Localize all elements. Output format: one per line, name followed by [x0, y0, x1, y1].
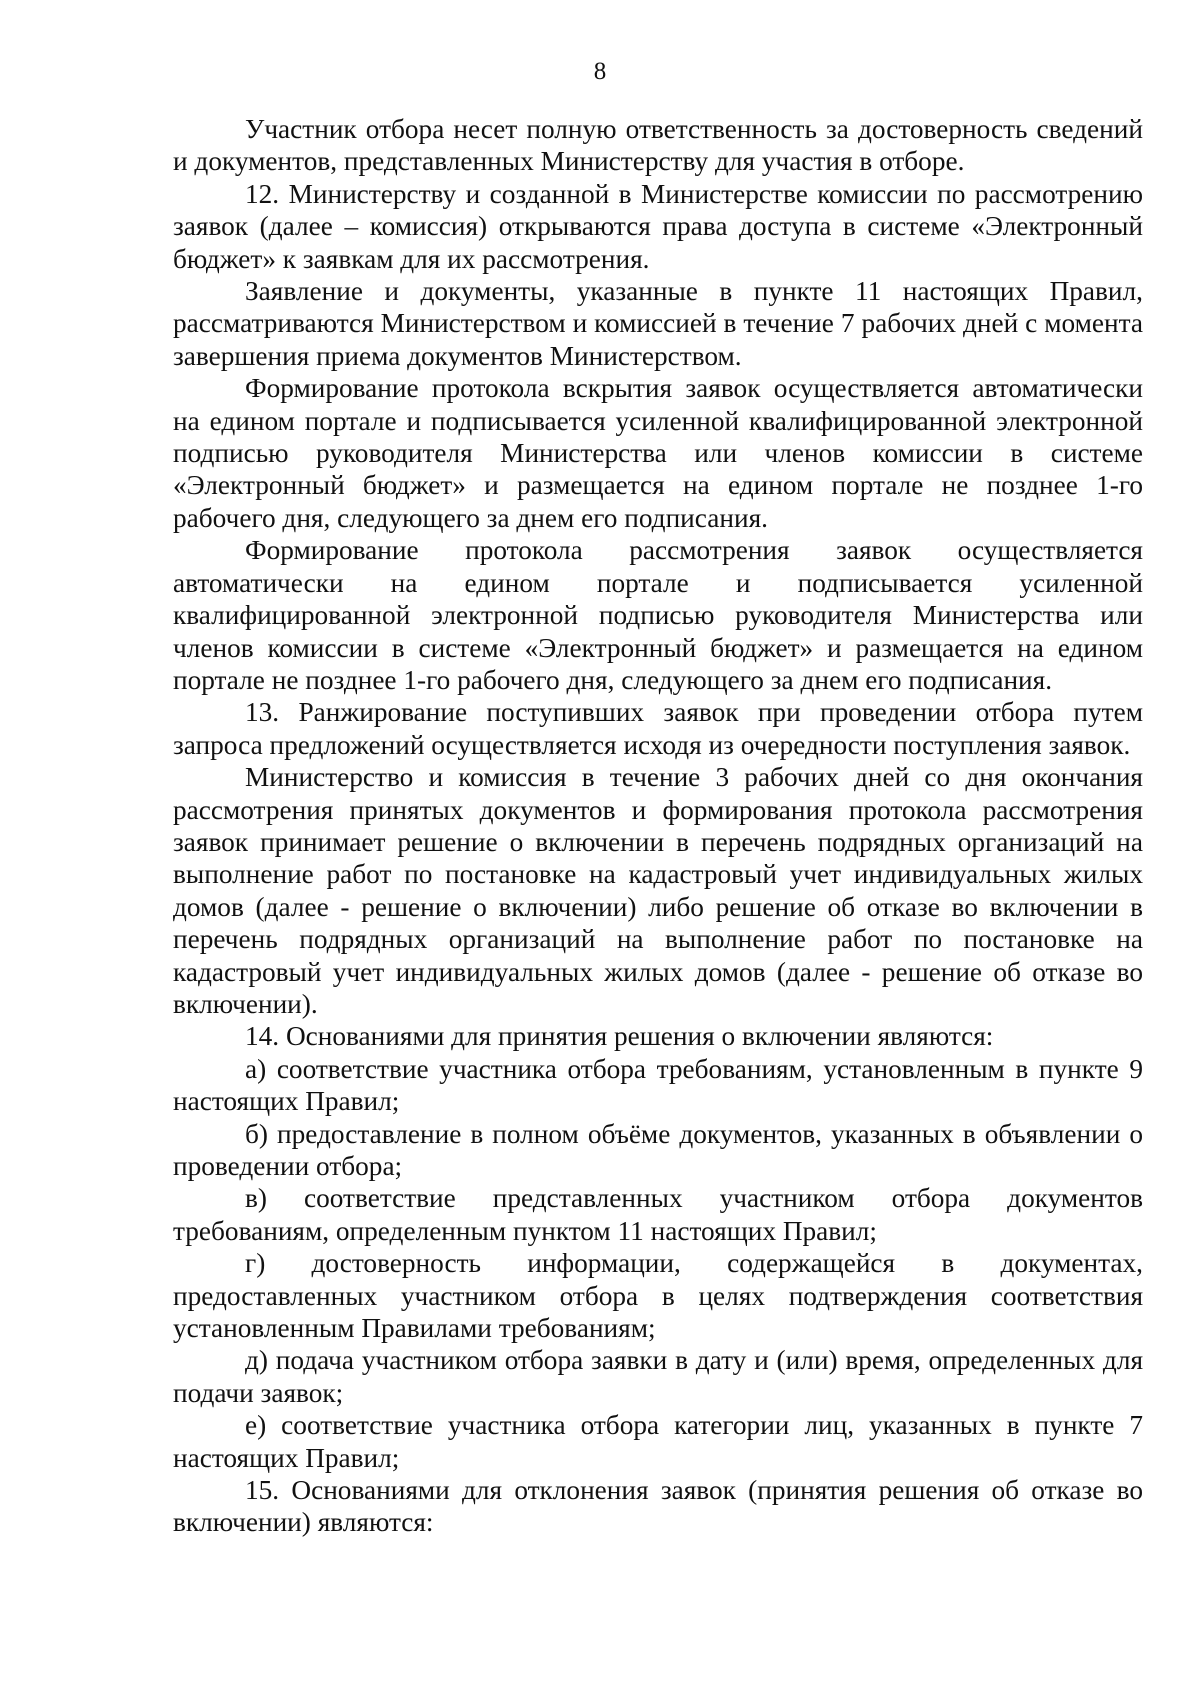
- document-body: [173, 113, 1143, 1539]
- paragraph-opening-protocol: Формирование протокола вскрытия заявок осуществляется автоматически на едином портале и подписывается усиленной квалифицированной электронной подписью руководителя Министерства или членов комиссии в системе «Электронный бюджет» и размещается на едином портале не позднее 1-го рабочего дня, следующего за днем его подписания.: [173, 373, 1143, 533]
- list-item-g: г) достоверность информации, содержащейся в документах, предоставленных участником отбора в целях подтверждения соответствия установленным Правилами требованиям;: [173, 1248, 1143, 1344]
- paragraph-application-review: Заявление и документы, указанные в пункте 11 настоящих Правил, рассматриваются Министерством и комиссией в течение 7 рабочих дней с момента завершения приема документов Министерством.: [173, 276, 1143, 371]
- paragraph-participant-responsibility: Участник отбора несет полную ответственность за достоверность сведений и документов, представленных Министерству для участия в отборе.: [173, 114, 1143, 177]
- page-number: 8: [593, 58, 607, 85]
- paragraph-review-protocol: Формирование протокола рассмотрения заявок осуществляется автоматически на едином портале и подписывается усиленной квалифицированной электронной подписью руководителя Министерства или членов комиссии в системе «Электронный бюджет» и размещается на едином портале не позднее 1-го рабочего дня, следующего за днем его подписания.: [173, 535, 1143, 695]
- paragraph-13-ranking: 13. Ранжирование поступивших заявок при проведении отбора путем запроса предложений осуществляется исходя из очередности поступления заявок.: [173, 697, 1143, 760]
- paragraph-inclusion-decision: Министерство и комиссия в течение 3 рабочих дней со дня окончания рассмотрения принятых документов и формирования протокола рассмотрения заявок принимает решение о включении в перечень подрядных организаций на выполнение работ по постановке на кадастровый учет индивидуальных жилых домов (далее - решение о включении) либо решение об отказе во включении в перечень подрядных организаций на выполнение работ по постановке на кадастровый учет индивидуальных жилых домов (далее - решение об отказе во включении).: [173, 762, 1143, 1019]
- list-item-b: б) предоставление в полном объёме документов, указанных в объявлении о проведении отбора;: [173, 1118, 1143, 1181]
- paragraph-14-inclusion-grounds: 14. Основаниями для принятия решения о включении являются:: [245, 1021, 994, 1052]
- paragraph-12-access-rights: 12. Министерству и созданной в Министерстве комиссии по рассмотрению заявок (далее – комиссия) открываются права доступа в системе «Электронный бюджет» к заявкам для их рассмотрения.: [173, 178, 1143, 274]
- list-item-d: д) подача участником отбора заявки в дату и (или) время, определенных для подачи заявок;: [173, 1345, 1143, 1408]
- paragraph-15-rejection-grounds: 15. Основаниями для отклонения заявок (принятия решения об отказе во включении) являются:: [173, 1475, 1143, 1538]
- list-item-e: е) соответствие участника отбора категории лиц, указанных в пункте 7 настоящих Правил;: [173, 1410, 1143, 1473]
- list-item-a: а) соответствие участника отбора требованиям, установленным в пункте 9 настоящих Правил;: [173, 1053, 1143, 1117]
- list-item-v: в) соответствие представленных участником отбора документов требованиям, определенным пунктом 11 настоящих Правил;: [173, 1183, 1143, 1246]
